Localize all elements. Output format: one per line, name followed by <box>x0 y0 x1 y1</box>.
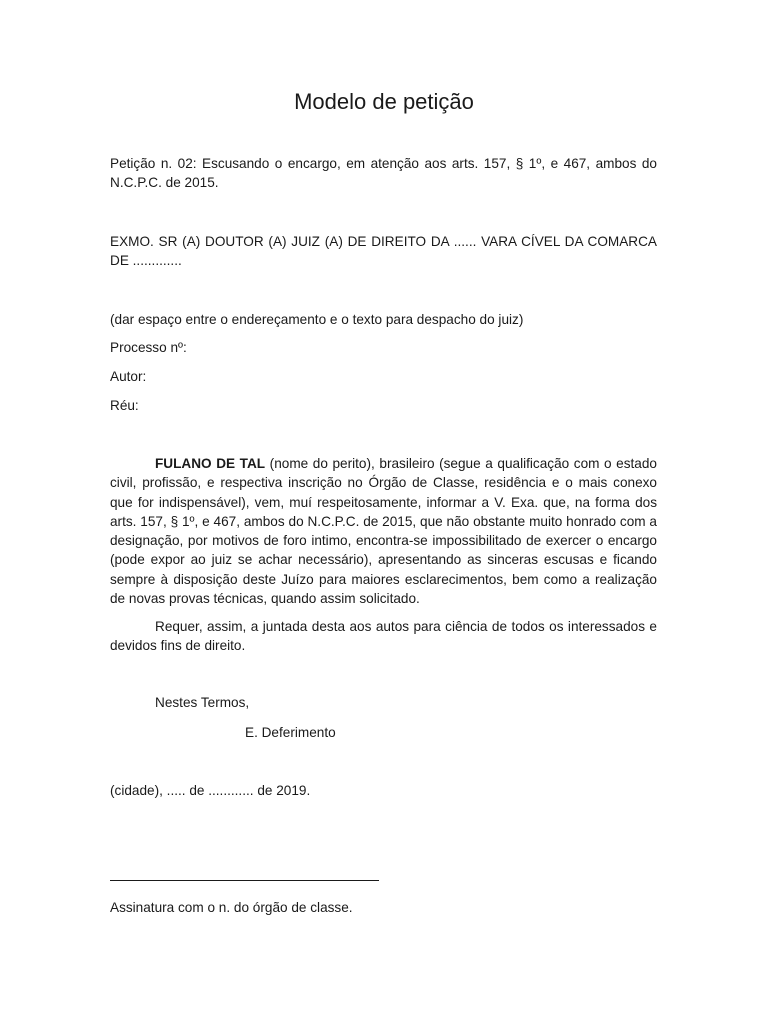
signature-caption: Assinatura com o n. do órgão de classe. <box>110 900 353 915</box>
place-date: (cidade), ..... de ............ de 2019. <box>110 783 311 798</box>
author-label: Autor: <box>110 369 147 384</box>
signature-line <box>110 880 379 881</box>
process-label: Processo nº: <box>110 340 187 355</box>
closing-grant: E. Deferimento <box>245 725 336 740</box>
body-paragraph <box>110 454 657 608</box>
expert-name: FULANO DE TAL <box>155 456 266 471</box>
closing-terms: Nestes Termos, <box>155 695 250 710</box>
petition-intro: Petição n. 02: Escusando o encargo, em atenção aos arts. 157, § 1º, e 467, ambos do N.C.P.C. de 2015. <box>110 156 657 191</box>
defendant-label: Réu: <box>110 398 139 413</box>
spacing-note: (dar espaço entre o endereçamento e o texto para despacho do juiz) <box>110 312 524 327</box>
request-paragraph: Requer, assim, a juntada desta aos autos para ciência de todos os interessados e devidos fins de direito. <box>110 619 657 654</box>
body-paragraph-text: (nome do perito), brasileiro (segue a qualificação com o estado civil, profissão, e respectiva inscrição no Órgão de Classe, residência e o mais conexo que for indispensável), vem, muí respeitosamente, informar a V. Exa. que, na forma dos arts. 157, § 1º, e 467, ambos do N.C.P.C. de 2015, que não obstante muito honrado com a designação, por motivos de foro intimo, encontra-se impossibilitado de exercer o encargo (pode expor ao juiz se achar necessário), apresentando as sinceras escusas e ficando sempre à disposição deste Juízo para maiores esclarecimentos, bem como a realização de novas provas técnicas, quando assim solicitado. <box>110 456 657 607</box>
addressee: EXMO. SR (A) DOUTOR (A) JUIZ (A) DE DIREITO DA ...... VARA CÍVEL DA COMARCA DE ............. <box>110 234 657 269</box>
document-title: Modelo de petição <box>294 89 474 114</box>
